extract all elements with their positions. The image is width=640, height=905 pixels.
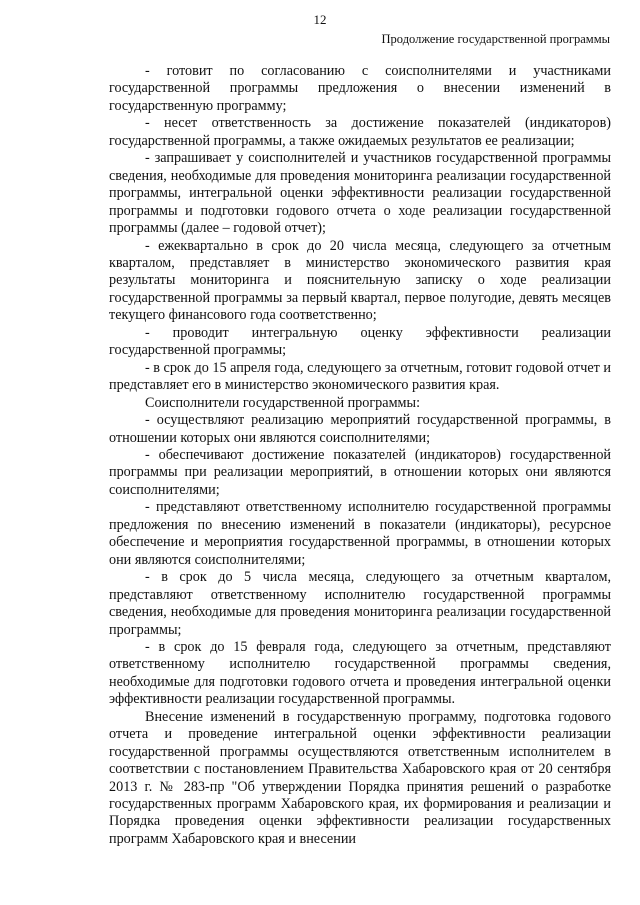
running-header: Продолжение государственной программы — [381, 32, 610, 46]
paragraph: - ежеквартально в срок до 20 числа месяца, следующего за отчетным кварталом, представляет в министерство экономического развития края результаты мониторинга и пояснительную записку о ходе реализации государственной программы за первый квартал, первое полугодие, девять месяцев текущего финансового года соответственно; — [109, 237, 611, 324]
paragraph: - готовит по согласованию с соисполнителями и участниками государственной программы предложения о внесении изменений в государственную программу; — [109, 63, 611, 114]
paragraph: Внесение изменений в государственную программу, подготовка годового отчета и проведение интегральной оценки эффективности реализации государственной программы осуществляются ответственным исполнителем в соответствии с постановлением Правительства Хабаровского края от 20 сентября 2013 г. № 283-пр "Об утверждении Порядка принятия решений о разработке государственных программ Хабаровского края, их формирования и реализации и Порядка проведения оценки эффективности реализации государственных программ Хабаровского края и внесении — [109, 708, 611, 847]
paragraph: - в срок до 15 февраля года, следующего за отчетным, представляют ответственному исполнителю государственной программы сведения, необходимые для подготовки годового отчета и проведения интегральной оценки эффективности реализации государственной программы. — [109, 638, 611, 708]
section-heading: Соисполнители государственной программы: — [145, 394, 421, 411]
paragraph: - обеспечивают достижение показателей (индикаторов) государственной программы при реализации мероприятий, в отношении которых они являются соисполнителями; — [109, 446, 611, 498]
paragraph: - в срок до 5 числа месяца, следующего за отчетным кварталом, представляют ответственному исполнителю государственной программы сведения, необходимые для проведения мониторинга реализации государственной программы; — [109, 569, 611, 638]
document-body — [109, 63, 611, 848]
paragraph: - запрашивает у соисполнителей и участников государственной программы сведения, необходимые для проведения мониторинга реализации государственной программы, интегральной оценки эффективности реализации государственной программы и подготовки годового отчета о ходе реализации государственной программы (далее – годовой отчет); — [109, 150, 611, 237]
paragraph: - в срок до 15 апреля года, следующего за отчетным, готовит годовой отчет и представляет его в министерство экономического развития края. — [109, 359, 611, 394]
paragraph: - несет ответственность за достижение показателей (индикаторов) государственной программы, а также ожидаемых результатов ее реализации; — [109, 115, 611, 149]
page-number: 12 — [313, 12, 327, 27]
paragraph: - проводит интегральную оценку эффективности реализации государственной программы; — [109, 324, 611, 359]
paragraph: - представляют ответственному исполнителю государственной программы предложения по внесению изменений в показатели (индикаторы), ресурсное обеспечение и мероприятия государственной программы, в отношении которых они являются соисполнителями; — [109, 499, 611, 568]
paragraph: - осуществляют реализацию мероприятий государственной программы, в отношении которых они являются соисполнителями; — [109, 412, 611, 446]
